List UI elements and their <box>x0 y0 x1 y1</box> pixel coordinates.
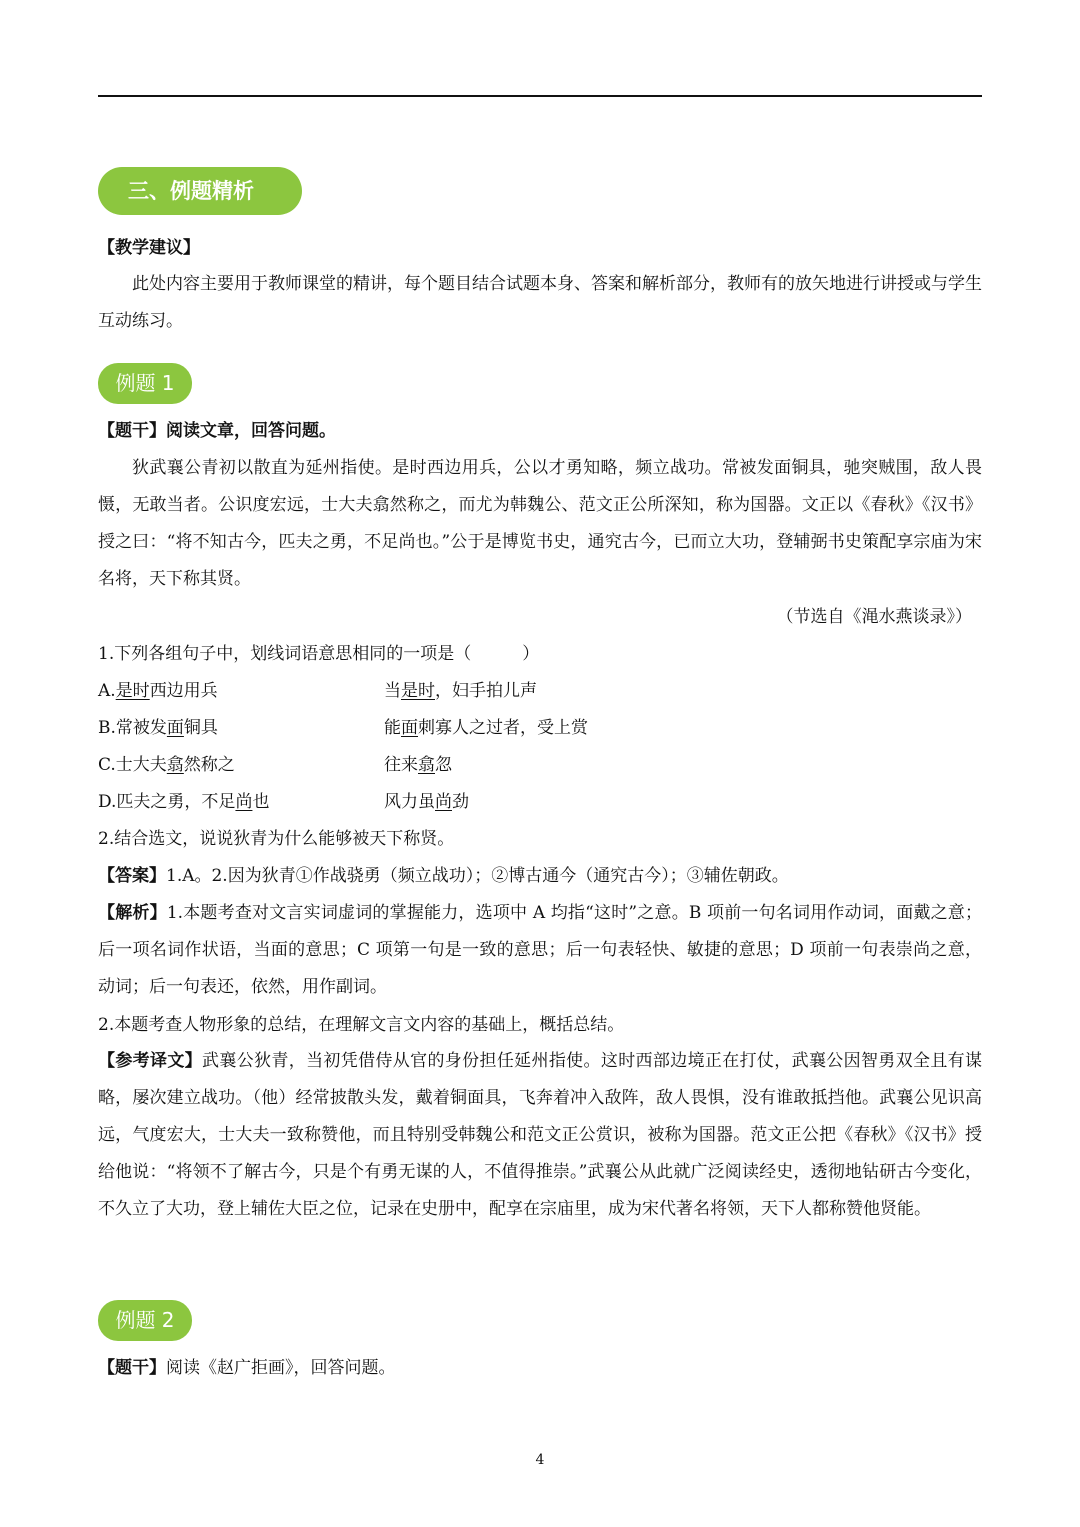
answer <box>98 864 789 888</box>
option-d-compare: 风力虽尚劲 <box>384 792 469 812</box>
answer-label: 【答案】 <box>98 866 166 886</box>
analysis-point-2: 2.本题考查人物形象的总结，在理解文言文内容的基础上，概括总结。 <box>98 1015 625 1035</box>
underlined-word: 是时 <box>115 681 150 701</box>
example-2-stem <box>98 1356 396 1380</box>
translation <box>98 1043 982 1228</box>
option-b: B.常被发面铜具 <box>98 718 218 738</box>
underlined-word: 面 <box>401 718 418 738</box>
underlined-word: 尚 <box>435 792 452 812</box>
teaching-label: 【教学建议】 <box>98 238 200 258</box>
analysis-label: 【解析】 <box>98 903 167 923</box>
question-1: 1.下列各组句子中，划线词语意思相同的一项是（ ） <box>98 644 540 664</box>
answer-text: 1.A。2.因为狄青①作战骁勇（频立战功）；②博古通今（通究古今）；③辅佐朝政。 <box>166 866 789 886</box>
teaching-text: 此处内容主要用于教师课堂的精讲，每个题目结合试题本身、答案和解析部分，教师有的放矢地进行讲授或与学生互动练习。 <box>98 274 982 331</box>
analysis <box>98 895 982 1006</box>
stem-text: 阅读《赵广拒画》，回答问题。 <box>166 1358 396 1378</box>
underlined-word: 尚 <box>235 792 253 812</box>
example-2-badge: 例题 2 <box>98 1300 192 1341</box>
option-a: A.是时西边用兵 <box>98 681 218 701</box>
section-title-badge: 三、例题精析 <box>98 167 302 215</box>
option-c-compare: 往来翕忽 <box>384 755 452 775</box>
translation-text: 武襄公狄青，当初凭借侍从官的身份担任延州指使。这时西部边境正在打仗，武襄公因智勇双全且有谋略，屡次建立战功。（他）经常披散头发，戴着铜面具，飞奔着冲入敌阵，敌人畏惧，没有谁敢抵挡他。武襄公见识高远，气度宏大，士大夫一致称赞他，而且特别受韩魏公和范文正公赏识，被称为国器。范文正公把《春秋》《汉书》授给他说：“将领不了解古今，只是个有勇无谋的人，不值得推崇。”武襄公从此就广泛阅读经史，透彻地钻研古今变化，不久立了大功，登上辅佐大臣之位，记录在史册中，配享在宗庙里，成为宋代著名将领，天下人都称赞他贤能。 <box>98 1051 983 1219</box>
example-1-badge: 例题 1 <box>98 363 192 404</box>
passage-text: 狄武襄公青初以散直为延州指使。是时西边用兵，公以才勇知略，频立战功。常被发面铜具，驰突贼围，敌人畏慑，无敢当者。公识度宏远，士大夫翕然称之，而尤为韩魏公、范文正公所深知，称为国器。文正以《春秋》《汉书》授之曰：“将不知古今，匹夫之勇，不足尚也。”公于是博览书史，通究古今，已而立大功，登辅弼书史策配享宗庙为宋名将，天下称其贤。 <box>98 458 982 589</box>
analysis-text: 1.本题考查对文言实词虚词的掌握能力，选项中 A 均指“这时”之意。B 项前一句名词用作动词，面戴之意；后一项名词作状语，当面的意思；C 项第一句是一致的意思；后一句表轻快、敏捷的意思；D 项前一句表崇尚之意，动词；后一句表还，依然，用作副词。 <box>98 903 982 997</box>
option-a-compare: 当是时，妇手拍儿声 <box>384 681 537 701</box>
question-2: 2.结合选文，说说狄青为什么能够被天下称贤。 <box>98 829 455 849</box>
header-rule <box>98 95 982 97</box>
stem-label: 【题干】 <box>98 1358 166 1378</box>
underlined-word: 翕 <box>166 755 184 775</box>
underlined-word: 面 <box>166 718 184 738</box>
stem-text: 阅读文章，回答问题。 <box>166 421 336 441</box>
example-1-stem <box>98 419 336 443</box>
passage-source: （节选自《渑水燕谈录》） <box>776 607 972 627</box>
translation-label: 【参考译文】 <box>98 1051 203 1071</box>
underlined-word: 是时 <box>401 681 435 701</box>
underlined-word: 翕 <box>418 755 435 775</box>
option-c: C.士大夫翕然称之 <box>98 755 235 775</box>
option-b-compare: 能面刺寡人之过者，受上赏 <box>384 718 588 738</box>
stem-label: 【题干】 <box>98 421 166 441</box>
page-number: 4 <box>535 1452 545 1468</box>
option-d: D.匹夫之勇，不足尚也 <box>98 792 270 812</box>
